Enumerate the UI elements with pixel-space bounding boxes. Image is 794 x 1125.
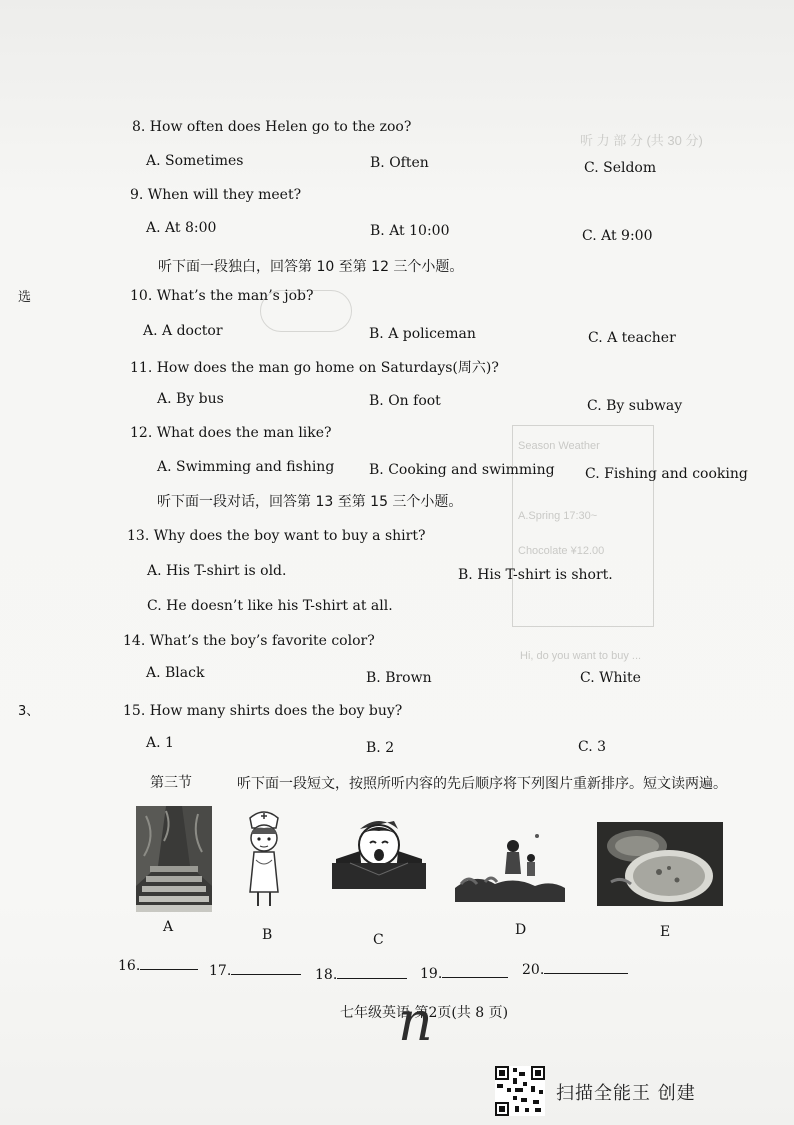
bleed-through-text: Chocolate ¥12.00 bbox=[518, 545, 605, 557]
option-9b: B. At 10:00 bbox=[370, 223, 450, 239]
option-10c: C. A teacher bbox=[588, 330, 676, 346]
option-9c: C. At 9:00 bbox=[582, 228, 653, 244]
picture-b-label: B bbox=[262, 927, 273, 943]
option-8c: C. Seldom bbox=[584, 160, 657, 176]
option-15c: C. 3 bbox=[578, 739, 607, 755]
option-13c: C. He doesn’t like his T-shirt at all. bbox=[147, 598, 393, 614]
option-14c: C. White bbox=[580, 670, 641, 686]
option-9a: A. At 8:00 bbox=[146, 220, 217, 236]
option-10a: A. A doctor bbox=[143, 323, 223, 339]
picture-e-label: E bbox=[660, 924, 671, 940]
bleed-through-table bbox=[512, 425, 654, 627]
question-8: 8. How often does Helen go to the zoo? bbox=[132, 119, 412, 135]
blank-number: 16. bbox=[118, 958, 141, 974]
bleed-through-text: Season Weather bbox=[518, 440, 600, 452]
question-10: 10. What’s the man’s job? bbox=[130, 288, 314, 304]
option-15b: B. 2 bbox=[366, 740, 395, 756]
page-footer: 七年级英语 第2页(共 8 页) bbox=[340, 1005, 509, 1021]
scanner-watermark: 扫描全能王 创建 bbox=[556, 1083, 696, 1104]
blank-number: 18. bbox=[315, 967, 338, 983]
option-14a: A. Black bbox=[146, 665, 205, 681]
option-15a: A. 1 bbox=[146, 735, 174, 751]
question-14: 14. What’s the boy’s favorite color? bbox=[123, 633, 375, 649]
blank-number: 17. bbox=[209, 963, 232, 979]
bleed-through-text: A.Spring 17:30~ bbox=[518, 510, 598, 522]
option-11c: C. By subway bbox=[587, 398, 683, 414]
answer-blank-18[interactable] bbox=[315, 964, 407, 983]
answer-blank-19[interactable] bbox=[420, 963, 508, 982]
answer-blank-16[interactable] bbox=[118, 955, 198, 974]
instruction-10-12: 听下面一段独白，回答第 10 至第 12 三个小题。 bbox=[158, 259, 464, 275]
picture-d-outdoor-scene bbox=[455, 832, 565, 902]
option-14b: B. Brown bbox=[366, 670, 432, 686]
blank-number: 19. bbox=[420, 966, 443, 982]
question-9: 9. When will they meet? bbox=[130, 187, 302, 203]
bleed-through-text: 听 力 部 分 (共 30 分) bbox=[580, 133, 703, 148]
blank-number: 20. bbox=[522, 962, 545, 978]
option-8b: B. Often bbox=[370, 155, 429, 171]
picture-a-stairs bbox=[136, 806, 212, 912]
question-13: 13. Why does the boy want to buy a shirt? bbox=[127, 528, 426, 544]
picture-c-label: C bbox=[373, 932, 384, 948]
option-13a: A. His T-shirt is old. bbox=[147, 563, 287, 579]
answer-blank-20[interactable] bbox=[522, 959, 628, 978]
instruction-13-15: 听下面一段对话，回答第 13 至第 15 三个小题。 bbox=[157, 494, 463, 510]
edge-fragment: 3、 bbox=[18, 704, 40, 719]
question-11: 11. How does the man go home on Saturdays(周六)? bbox=[130, 360, 499, 376]
picture-b-nurse bbox=[240, 806, 288, 910]
option-8a: A. Sometimes bbox=[146, 153, 244, 169]
picture-e-food-bowl bbox=[597, 822, 723, 906]
option-12a: A. Swimming and fishing bbox=[157, 459, 335, 475]
picture-a-label: A bbox=[163, 919, 174, 935]
picture-c-child-in-bed bbox=[332, 815, 426, 889]
picture-d-label: D bbox=[515, 922, 527, 938]
option-11a: A. By bus bbox=[157, 391, 224, 407]
edge-fragment: 选 bbox=[18, 290, 32, 305]
section-3-instruction: 听下面一段短文，按照所听内容的先后顺序将下列图片重新排序。短文读两遍。 bbox=[237, 776, 727, 792]
option-12b: B. Cooking and swimming bbox=[369, 462, 555, 478]
answer-blank-17[interactable] bbox=[209, 960, 301, 979]
option-12c: C. Fishing and cooking bbox=[585, 466, 748, 482]
bleed-through-text: Hi, do you want to buy ... bbox=[520, 650, 642, 662]
qr-code-icon bbox=[495, 1066, 545, 1116]
question-12: 12. What does the man like? bbox=[130, 425, 332, 441]
option-11b: B. On foot bbox=[369, 393, 441, 409]
option-13b: B. His T-shirt is short. bbox=[458, 567, 613, 583]
handwritten-mark: n bbox=[398, 990, 433, 1053]
section-3-label: 第三节 bbox=[150, 775, 192, 791]
question-15: 15. How many shirts does the boy buy? bbox=[123, 703, 403, 719]
option-10b: B. A policeman bbox=[369, 326, 476, 342]
